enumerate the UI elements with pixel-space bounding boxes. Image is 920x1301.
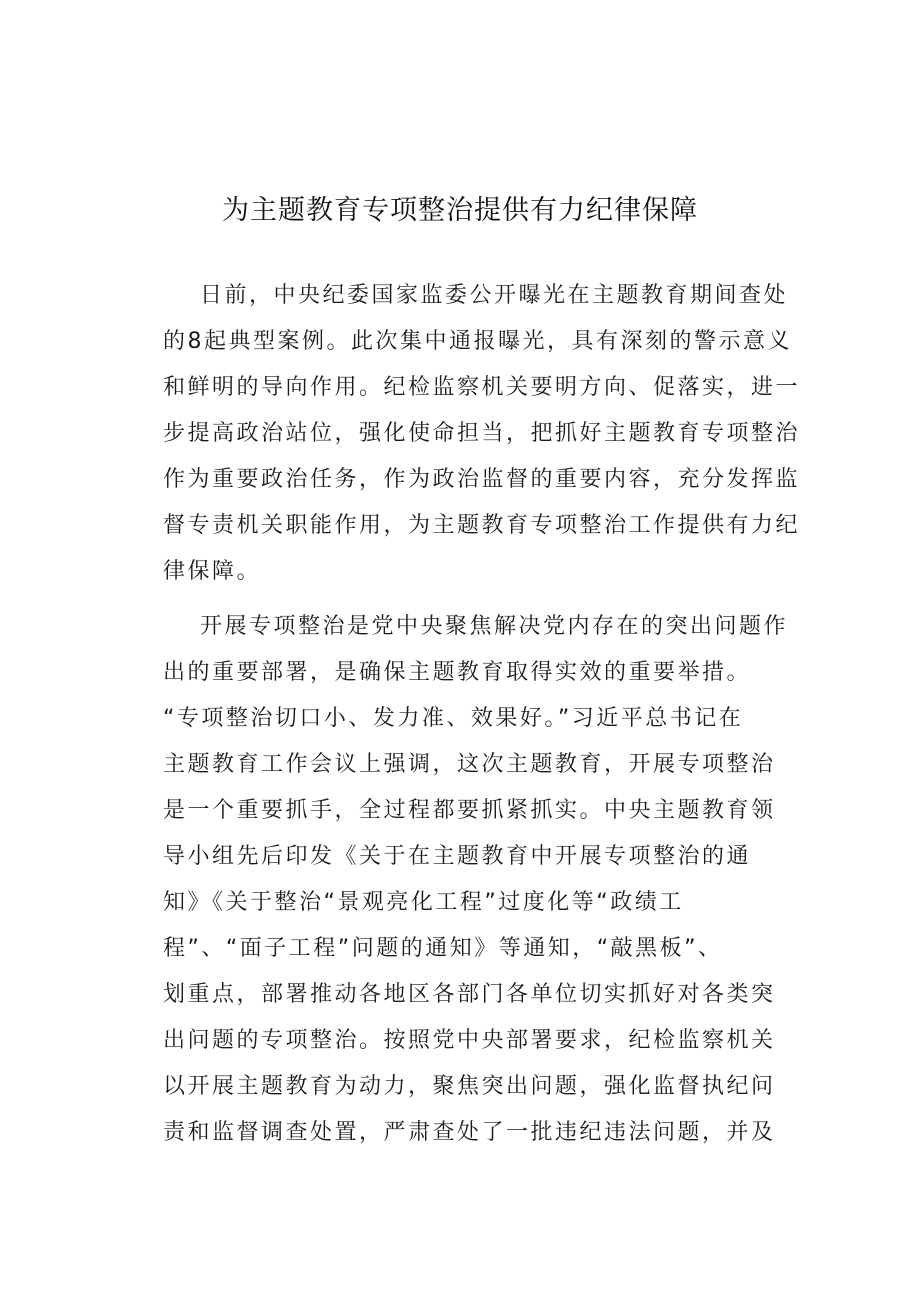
document-title: 为主题教育专项整治提供有力纪律保障 — [222, 195, 698, 226]
paragraph-2-line-10: 出问题的专项整治。按照党中央部署要求，纪检监察机关 — [163, 1028, 776, 1053]
paragraph-1-line-2: 的8起典型案例。此次集中通报曝光，具有深刻的警示意义 — [163, 329, 792, 354]
paragraph-1 — [163, 273, 801, 595]
paragraph-1-line-3: 和鲜明的导向作用。纪检监察机关要明方向、促落实，进一 — [163, 375, 801, 400]
paragraph-2-line-7: 知》《关于整治“景观亮化工程”过度化等“政绩工 — [163, 890, 684, 915]
paragraph-2-line-3: “专项整治切口小、发力准、效果好。”习近平总书记在 — [163, 706, 744, 731]
paragraph-2-line-8: 程”、“面子工程”问题的通知》等通知，“敲黑板”、 — [163, 936, 723, 961]
paragraph-2-line-12: 责和监督调查处置，严肃查处了一批违纪违法问题，并及 — [163, 1120, 776, 1145]
paragraph-2-line-5: 是一个重要抓手，全过程都要抓紧抓实。中央主题教育领 — [163, 798, 776, 823]
paragraph-1-line-4: 步提高政治站位，强化使命担当，把抓好主题教育专项整治 — [163, 421, 801, 446]
paragraph-2-line-4: 主题教育工作会议上强调，这次主题教育，开展专项整治 — [163, 752, 776, 777]
paragraph-1-line-6: 督专责机关职能作用，为主题教育专项整治工作提供有力纪 — [163, 513, 801, 538]
paragraph-2-line-9: 划重点，部署推动各地区各部门各单位切实抓好对各类突 — [163, 982, 776, 1007]
paragraph-2 — [163, 604, 789, 1156]
paragraph-2-line-6: 导小组先后印发《关于在主题教育中开展专项整治的通 — [163, 844, 752, 869]
paragraph-1-line-7: 律保障。 — [163, 559, 262, 584]
paragraph-2-line-11: 以开展主题教育为动力，聚焦突出问题，强化监督执纪问 — [163, 1074, 776, 1099]
paragraph-2-line-1: 开展专项整治是党中央聚焦解决党内存在的突出问题作 — [200, 614, 789, 639]
paragraph-1-line-5: 作为重要政治任务，作为政治监督的重要内容，充分发挥监 — [163, 467, 801, 492]
paragraph-1-line-1: 日前，中央纪委国家监委公开曝光在主题教育期间查处 — [200, 283, 789, 308]
paragraph-2-line-2: 出的重要部署，是确保主题教育取得实效的重要举措。 — [163, 660, 752, 685]
